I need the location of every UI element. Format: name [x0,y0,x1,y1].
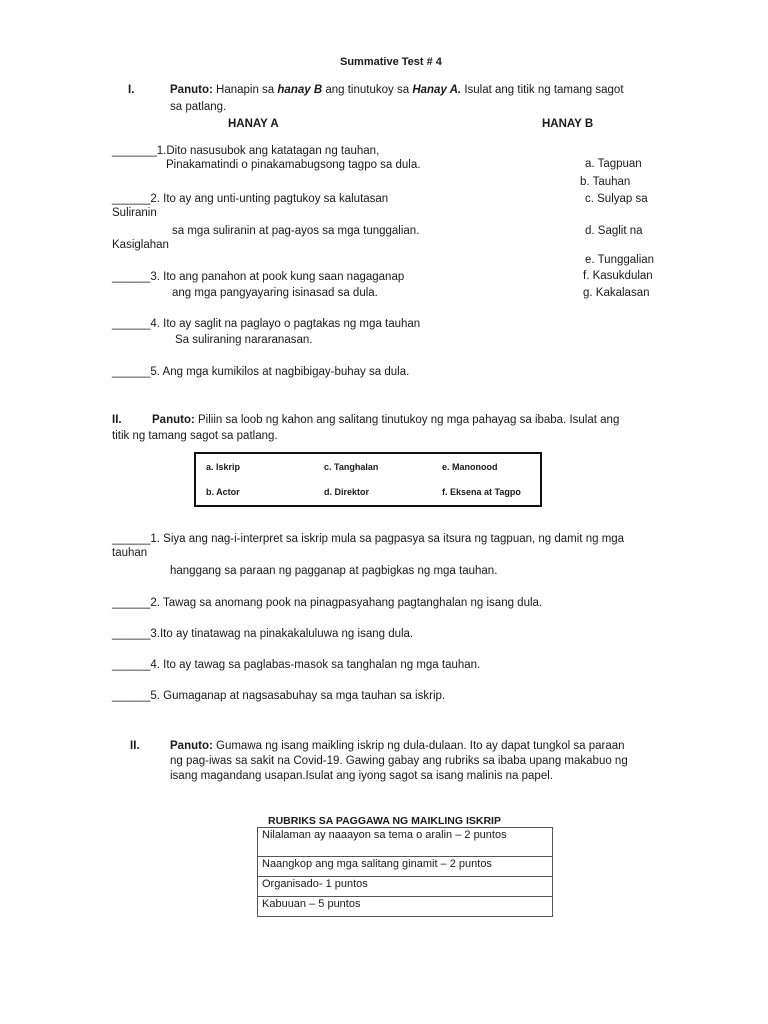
rubric-cell: Nilalaman ay naaayon sa tema o aralin – 2 puntos [258,828,553,857]
part2-instruction-label: Panuto: [152,414,195,426]
rubric-row [258,828,553,857]
box-choice-c: c. Tanghalan [324,462,379,472]
part1-instruction-line2: sa patlang. [170,101,227,113]
hanay-a-header: HANAY A [228,118,279,130]
part2-item1-line1: ______1. Siya ang nag-i-interpret sa iskrip mula sa pagpasya sa itsura ng tagpuan, ng damit ng mga [112,533,625,545]
part1-instruction-label: Panuto: [170,84,213,96]
part1-instr-c: ang tinutukoy sa [325,84,410,96]
part2-instruction-line1 [152,414,619,426]
rubric-table [257,827,553,917]
choice-d: d. Saglit na [585,225,643,237]
rubric-row [258,857,553,877]
part3-instruction-text: Gumawa ng isang maikling iskrip ng dula-dulaan. Ito ay dapat tungkol sa paraan [216,740,625,752]
part1-numeral: I. [128,84,135,96]
hanay-b-header: HANAY B [542,118,594,130]
part1-item2-line2: sa mga suliranin at pag-ayos sa mga tunggalian. [172,225,420,237]
page-title: Summative Test # 4 [340,56,442,68]
part1-item2-line1: ______2. Ito ay ang unti-unting pagtukoy sa kalutasan [112,193,389,205]
part1-item1-line2: Pinakamatindi o pinakamabugsong tagpo sa dula. [166,159,421,171]
choice-c: c. Sulyap sa [585,193,648,205]
part2-item1-line1b: tauhan [112,547,148,559]
box-choice-e: e. Manonood [442,462,498,472]
part3-numeral: II. [130,740,140,752]
part2-item5: ______5. Gumaganap at nagsasabuhay sa mga tauhan sa iskrip. [112,690,446,702]
part2-item3: ______3.Ito ay tinatawag na pinakakaluluwa ng isang dula. [112,628,414,640]
part2-item4: ______4. Ito ay tawag sa paglabas-masok sa tanghalan ng mga tauhan. [112,659,481,671]
part3-instruction-line1 [170,740,625,752]
part2-instruction-text: Piliin sa loob ng kahon ang salitang tinutukoy ng mga pahayag sa ibaba. Isulat ang [198,414,620,426]
part3-instruction-label: Panuto: [170,740,213,752]
part1-item4-line2: Sa suliraning nararanasan. [175,334,313,346]
choice-a: a. Tagpuan [585,158,642,170]
rubric-cell: Organisado- 1 puntos [258,877,553,897]
part3-instruction-line3: isang magandang usapan.Isulat ang iyong sagot sa isang malinis na papel. [170,770,553,782]
part2-item2: ______2. Tawag sa anomang pook na pinagpasyahang pagtanghalan ng isang dula. [112,597,543,609]
part2-numeral: II. [112,414,122,426]
part1-item3-line1: ______3. Ito ang panahon at pook kung saan nagaganap [112,271,405,283]
box-choice-d: d. Direktor [324,487,370,497]
rubric-title: RUBRIKS SA PAGGAWA NG MAIKLING ISKRIP [268,815,501,827]
rubric-cell: Kabuuan – 5 puntos [258,897,553,917]
part2-item1-line2: hanggang sa paraan ng pagganap at pagbigkas ng mga tauhan. [170,565,498,577]
part1-item5-line1: ______5. Ang mga kumikilos at nagbibigay-buhay sa dula. [112,366,410,378]
part1-item2-line1b: Suliranin [112,207,157,219]
box-choice-a: a. Iskrip [206,462,241,472]
choice-f: f. Kasukdulan [583,270,653,282]
part1-item4-line1: ______4. Ito ay saglit na paglayo o pagtakas ng mga tauhan [112,318,421,330]
part1-instr-e: Isulat ang titik ng tamang sagot [464,84,624,96]
part3-instruction-line2: ng pag-iwas sa sakit na Covid-19. Gawing gabay ang rubriks sa ibaba upang makabuo ng [170,755,628,767]
part1-instr-a: Hanapin sa [216,84,275,96]
rubric-cell: Naangkop ang mga salitang ginamit – 2 puntos [258,857,553,877]
choice-b: b. Tauhan [580,176,631,188]
rubric-row [258,897,553,917]
word-choice-box [194,452,542,507]
part1-item3-line2: ang mga pangyayaring isinasad sa dula. [172,287,378,299]
box-choice-b: b. Actor [206,487,240,497]
part1-item2-line2b: Kasiglahan [112,239,169,251]
choice-g: g. Kakalasan [583,287,650,299]
part2-instruction-line2: titik ng tamang sagot sa patlang. [112,430,278,442]
part1-instr-d: Hanay A. [412,84,462,96]
part1-instr-b: hanay B [277,84,323,96]
rubric-row [258,877,553,897]
box-choice-f: f. Eksena at Tagpo [442,487,521,497]
choice-e: e. Tunggalian [585,254,655,266]
part1-item1-line1: _______1.Dito nasusubok ang katatagan ng tauhan, [112,145,380,157]
part1-instruction-line1 [170,84,624,96]
